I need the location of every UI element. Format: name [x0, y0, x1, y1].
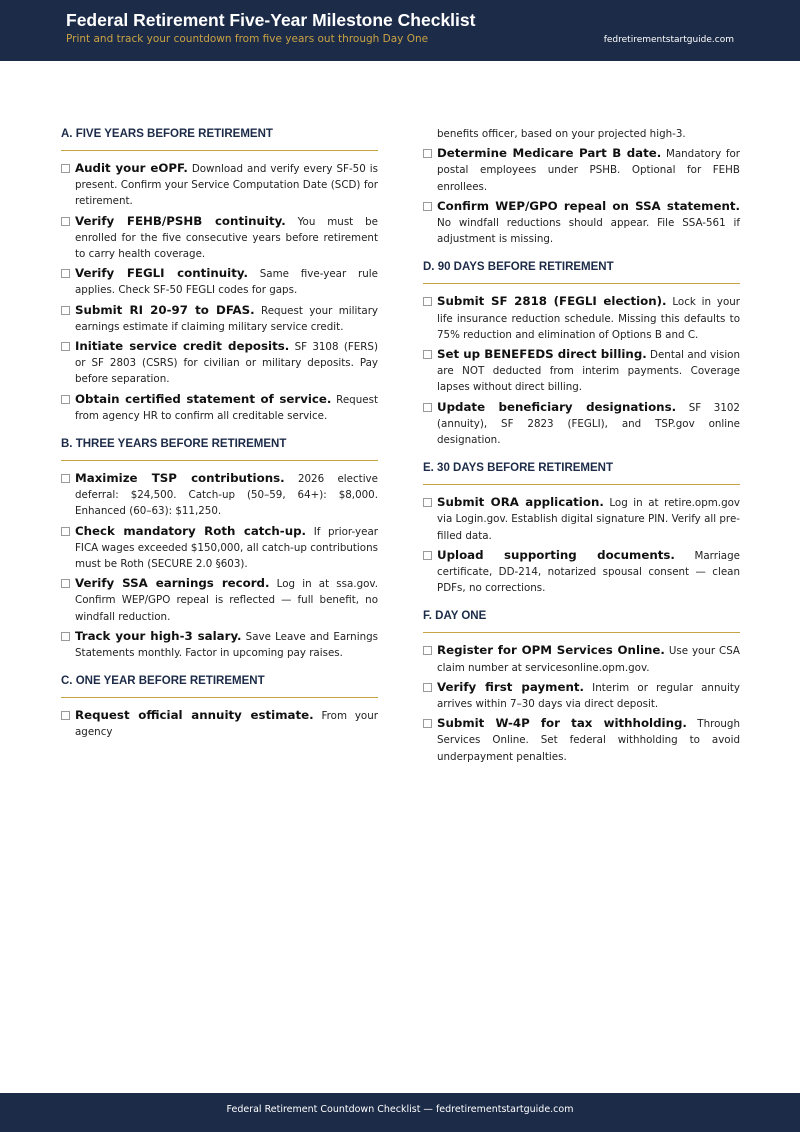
checklist-item: [61, 523, 378, 573]
item-text: Through Services Online. Set federal withholding to avoid underpayment penalties.: [437, 718, 740, 763]
item-text: Save Leave and Earnings Statements monthly. Factor in upcoming pay raises.: [75, 630, 379, 660]
item-text: Log in at retire.opm.gov via Login.gov. Establish digital signature PIN. Verify all pre-filled data.: [437, 497, 741, 542]
checkbox-icon[interactable]: [423, 297, 432, 306]
checkbox-icon[interactable]: [423, 202, 432, 211]
item-lead: Submit RI 20-97 to DFAS.: [75, 302, 255, 317]
checkbox-icon[interactable]: [61, 306, 70, 315]
checklist-item: [61, 575, 378, 625]
item-lead: Submit W-4P for tax withholding.: [437, 716, 687, 731]
item-text: Download and verify every SF-50 is present. Confirm your Service Computation Date (SCD) for retirement.: [75, 163, 378, 208]
checkbox-icon[interactable]: [61, 711, 70, 720]
item-text: 2026 elective deferral: $24,500. Catch-up (50–59, 64+): $8,000. Enhanced (60–63): $11,250.: [75, 473, 378, 518]
page-subtitle: Print and track your countdown from five years out through Day One: [66, 33, 429, 45]
checkbox-icon[interactable]: [61, 269, 70, 278]
item-lead: Verify first payment.: [437, 679, 584, 694]
item-text: Interim or regular annuity arrives within 7–30 days via direct deposit.: [437, 681, 740, 711]
checklist-item: [423, 198, 740, 248]
item-lead: Confirm WEP/GPO repeal on SSA statement.: [437, 198, 740, 213]
item-lead: Initiate service credit deposits.: [75, 339, 290, 354]
checkbox-icon[interactable]: [61, 342, 70, 351]
header-site-url: fedretirementstartguide.com: [603, 35, 734, 45]
item-lead: Set up BENEFEDS direct billing.: [437, 347, 647, 362]
checklist-item: [61, 707, 378, 740]
item-text: Mandatory for postal employees under PSHB. Optional for FEHB enrollees.: [437, 148, 740, 193]
checkbox-icon[interactable]: [423, 551, 432, 560]
checklist-item: [423, 679, 740, 712]
checklist-item: [61, 338, 378, 388]
item-lead: Request official annuity estimate.: [75, 708, 314, 723]
item-text: Log in at ssa.gov. Confirm WEP/GPO repeal is reflected — full benefit, no windfall reduction.: [75, 578, 378, 623]
item-lead: Verify SSA earnings record.: [75, 576, 270, 591]
checklist-item: [61, 213, 378, 263]
item-text: From your agency: [75, 710, 378, 739]
checkbox-icon[interactable]: [423, 498, 432, 507]
checklist-item: [61, 302, 378, 335]
item-text: Request from agency HR to confirm all creditable service.: [75, 393, 378, 422]
item-lead: Upload supporting documents.: [437, 547, 675, 562]
item-text: Dental and vision are NOT deducted from interim payments. Coverage lapses without direct billing.: [437, 349, 740, 394]
item-text: SF 3108 (FERS) or SF 2803 (CSRS) for civilian or military deposits. Pay before separation.: [75, 341, 378, 386]
item-lead: Register for OPM Services Online.: [437, 643, 665, 658]
item-text: Use your CSA claim number at servicesonline.opm.gov.: [437, 645, 740, 674]
item-text: If prior-year FICA wages exceeded $150,000, all catch-up contributions must be Roth (SECURE 2.0 §603).: [75, 525, 378, 571]
checklist-item: [423, 547, 740, 597]
checkbox-icon[interactable]: [423, 646, 432, 655]
section-heading-d: D. 90 DAYS BEFORE RETIREMENT: [423, 261, 740, 284]
item-lead: Audit your eOPF.: [75, 161, 188, 175]
checkbox-icon[interactable]: [61, 474, 70, 483]
checkbox-icon[interactable]: [61, 527, 70, 536]
checkbox-icon[interactable]: [61, 217, 70, 226]
checklist-item: [423, 346, 740, 396]
checklist-item: [423, 494, 740, 544]
checklist-item: [61, 265, 378, 298]
item-lead: Maximize TSP contributions.: [75, 471, 285, 486]
section-heading-f: F. DAY ONE: [423, 610, 740, 633]
item-text: Lock in your life insurance reduction schedule. Missing this defaults to 75% reduction and elimination of Options B and C.: [437, 296, 740, 341]
section-heading-e: E. 30 DAYS BEFORE RETIREMENT: [423, 462, 740, 485]
item-lead: Determine Medicare Part B date.: [437, 146, 662, 161]
checklist-item: [423, 399, 740, 449]
checklist-item: [61, 160, 378, 210]
item-lead: Obtain certified statement of service.: [75, 391, 332, 406]
item-text: Same five-year rule applies. Check SF-50 FEGLI codes for gaps.: [75, 268, 378, 297]
section-heading-a: A. FIVE YEARS BEFORE RETIREMENT: [61, 128, 378, 151]
section-heading-b: B. THREE YEARS BEFORE RETIREMENT: [61, 438, 378, 461]
checkbox-icon[interactable]: [61, 164, 70, 173]
item-lead: Verify FEHB/PSHB continuity.: [75, 213, 286, 228]
checklist-item: [423, 145, 740, 195]
page-footer: [0, 1093, 800, 1132]
checklist-item: [61, 391, 378, 424]
checkbox-icon[interactable]: [423, 683, 432, 692]
page-title: Federal Retirement Five-Year Milestone Checklist: [66, 10, 476, 30]
checklist-item: [423, 642, 740, 675]
checkbox-icon[interactable]: [423, 403, 432, 412]
checklist-item: [423, 293, 740, 343]
item-lead: Verify FEGLI continuity.: [75, 266, 248, 281]
item-lead: Check mandatory Roth catch-up.: [75, 523, 307, 538]
checklist-item: [61, 628, 378, 661]
checkbox-icon[interactable]: [423, 350, 432, 359]
checkbox-icon[interactable]: [61, 632, 70, 641]
item-lead: Submit ORA application.: [437, 495, 604, 510]
item-text: Marriage certificate, DD-214, notarized spousal consent — clean PDFs, no corrections.: [437, 549, 740, 595]
right-column: [423, 126, 740, 768]
footer-text: Federal Retirement Countdown Checklist — fedretirementstartguide.com: [226, 1104, 574, 1115]
checklist-item: [61, 470, 378, 520]
checkbox-icon[interactable]: [423, 719, 432, 728]
page-header: [0, 0, 800, 61]
item-text: Request your military earnings estimate if claiming military service credit.: [75, 304, 379, 333]
item-continuation: benefits officer, based on your projected high-3.: [437, 128, 686, 140]
item-text: You must be enrolled for the five consecutive years before retirement to carry health coverage.: [75, 215, 378, 261]
item-text: SF 3102 (annuity), SF 2823 (FEGLI), and TSP.gov online designation.: [437, 401, 740, 447]
item-lead: Track your high-3 salary.: [75, 628, 242, 643]
checklist-item: [423, 715, 740, 765]
checkbox-icon[interactable]: [61, 579, 70, 588]
item-text: No windfall reductions should appear. File SSA-561 if adjustment is missing.: [437, 217, 740, 246]
left-column: [61, 126, 378, 744]
checkbox-icon[interactable]: [423, 149, 432, 158]
checkbox-icon[interactable]: [61, 395, 70, 404]
section-heading-c: C. ONE YEAR BEFORE RETIREMENT: [61, 675, 378, 698]
item-lead: Update beneficiary designations.: [437, 399, 677, 414]
item-lead: Submit SF 2818 (FEGLI election).: [437, 294, 667, 309]
